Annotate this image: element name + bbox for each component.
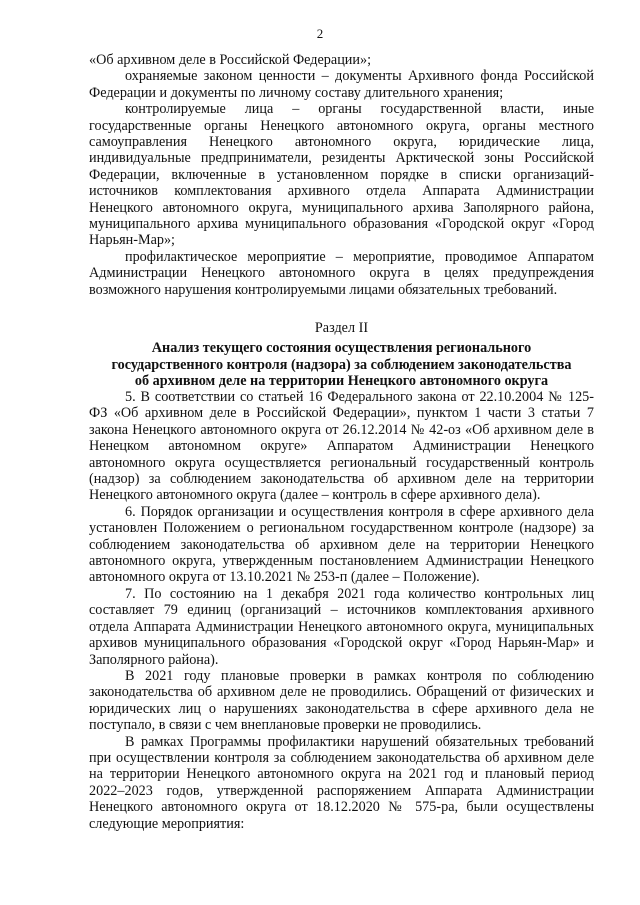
paragraph: охраняемые законом ценности – документы Архивного фонда Российской Федерации и документы по личному составу длительного хранения; — [89, 68, 594, 101]
analysis-block — [89, 389, 594, 832]
section-title-line: об архивном деле на территории Ненецкого автономного округа — [134, 373, 549, 390]
section-title-line: Анализ текущего состояния осуществления регионального — [151, 340, 532, 357]
section-heading — [89, 320, 594, 390]
paragraph: В рамках Программы профилактики нарушений обязательных требований при осуществлении контроля за соблюдением законодательства об архивном деле на территории Ненецкого автономного округа на 2021 год и плановый период 2022–2023 годов, утвержденной распоряжением Аппарата Администрации Ненецкого автономного округа от 18.12.2020 № 575-ра, были осуществлены следующие мероприятия: — [89, 733, 594, 832]
page-number: 2 — [316, 26, 324, 41]
paragraph: контролируемые лица – органы государственной власти, иные государственные органы Ненецкого автономного округа, органы местного самоуправления Ненецкого автономного округа, юридические лица, индивидуальные предприниматели, резиденты Арктической зоны Российской Федерации, включенные в установленном порядке в списки организаций-источников комплектования архивного отдела Аппарата Администрации Ненецкого автономного округа, муниципального архива Заполярного района, муниципального архива муниципального образования «Городской округ «Город Нарьян-Мар»; — [89, 101, 594, 249]
definitions-block — [89, 52, 594, 298]
paragraph: В 2021 году плановые проверки в рамках контроля по соблюдению законодательства об архивном деле не проводились. Обращений от физических и юридических лиц о нарушениях законодательства в сфере архивного дела не поступало, в связи с чем внеплановые проверки не проводились. — [89, 667, 594, 734]
paragraph: 5. В соответствии со статьей 16 Федерального закона от 22.10.2004 № 125-ФЗ «Об архивном деле в Российской Федерации», пунктом 1 части 3 статьи 7 закона Ненецкого автономного округа от 26.12.2014 № 42-оз «Об архивном деле в Ненецком автономном округе» Аппаратом Администрации Ненецкого автономного округа осуществляется региональный государственный контроль (надзор) за соблюдением законодательства об архивном деле на территории Ненецкого автономного округа (далее – контроль в сфере архивного дела). — [89, 389, 594, 504]
section-label: Раздел II — [314, 320, 369, 336]
paragraph: 6. Порядок организации и осуществления контроля в сфере архивного дела установлен Положением о региональном государственном контроле (надзоре) за соблюдением законодательства об архивном деле на территории Ненецкого автономного округа, утвержденным постановлением Администрации Ненецкого автономного округа от 13.10.2021 № 253-п (далее – Положение). — [89, 503, 594, 586]
section-title-line: государственного контроля (надзора) за соблюдением законодательства — [111, 356, 572, 373]
paragraph: 7. По состоянию на 1 декабря 2021 года количество контрольных лиц составляет 79 единиц (организаций – источников комплектования архивного отдела Аппарата Администрации Ненецкого автономного округа, муниципальных архивов муниципального образования «Городской округ «Город Нарьян-Мар» и Заполярного района). — [89, 585, 594, 668]
paragraph: профилактическое мероприятие – мероприятие, проводимое Аппаратом Администрации Ненецкого автономного округа в целях предупреждения возможного нарушения контролируемыми лицами обязательных требований. — [89, 248, 594, 298]
paragraph: «Об архивном деле в Российской Федерации»; — [89, 52, 372, 68]
